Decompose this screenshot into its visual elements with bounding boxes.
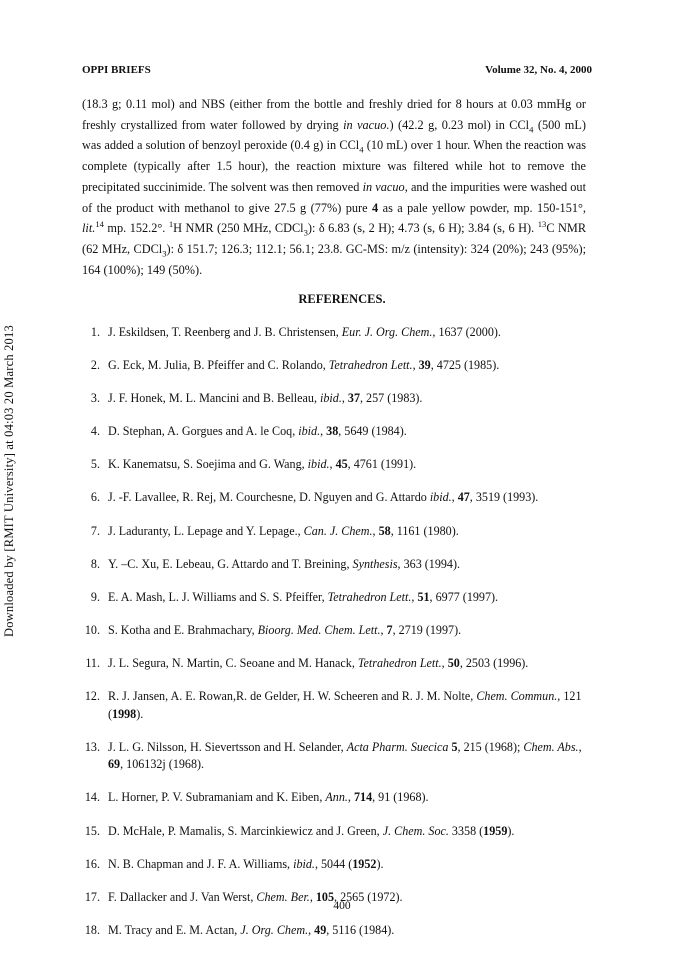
reference-number: 3. xyxy=(90,391,100,406)
reference-number: 7. xyxy=(90,523,100,538)
volume-info: Volume 32, No. 4, 2000 xyxy=(485,64,592,76)
references-heading: REFERENCES. xyxy=(298,292,386,306)
reference-number: 14. xyxy=(84,790,100,805)
reference-item xyxy=(82,556,592,574)
reference-text: D. McHale, P. Mamalis, S. Marcinkiewicz and J. Green, J. Chem. Soc. 3358 (1959). xyxy=(108,823,515,838)
reference-text: J. Laduranty, L. Lepage and Y. Lepage., Can. J. Chem., 58, 1161 (1980). xyxy=(108,523,459,538)
reference-number: 16. xyxy=(84,856,100,871)
reference-text: N. B. Chapman and J. F. A. Williams, ibid., 5044 (1952). xyxy=(108,856,384,871)
reference-item xyxy=(82,739,592,774)
page-number: 400 xyxy=(333,900,351,912)
reference-number: 5. xyxy=(90,457,100,472)
reference-text: L. Horner, P. V. Subramaniam and K. Eiben, Ann., 714, 91 (1968). xyxy=(108,790,429,805)
reference-number: 8. xyxy=(90,556,100,571)
reference-text: E. A. Mash, L. J. Williams and S. S. Pfeiffer, Tetrahedron Lett., 51, 6977 (1997). xyxy=(108,589,499,604)
reference-item xyxy=(82,523,592,541)
reference-number: 1. xyxy=(90,325,100,339)
reference-item xyxy=(82,789,592,807)
reference-text: J. L. G. Nilsson, H. Sievertsson and H. Selander, Acta Pharm. Suecica 5, 215 (1968); Chem. Abs., 69, 106132j (1968). xyxy=(108,739,582,772)
reference-number: 18. xyxy=(84,922,100,937)
reference-item xyxy=(82,922,592,940)
reference-text: D. Stephan, A. Gorgues and A. le Coq, ibid., 38, 5649 (1984). xyxy=(108,424,407,439)
reference-number: 12. xyxy=(84,689,100,704)
reference-number: 11. xyxy=(85,655,100,670)
reference-item xyxy=(82,489,592,507)
download-note: Downloaded by [RMIT University] at 04:03 20 March 2013 xyxy=(2,325,16,637)
reference-item xyxy=(82,622,592,640)
reference-text: S. Kotha and E. Brahmachary, Bioorg. Med. Chem. Lett., 7, 2719 (1997). xyxy=(108,622,462,637)
experimental-paragraph: (18.3 g; 0.11 mol) and NBS (either from the bottle and freshly dried for 8 hours at 0.03 mmHg or freshly crystallized from water followed by drying in vacuo.) (42.2 g, 0.23 mol) in CCl$_4$ (500 mL) was added a solution of benzoyl peroxide (0.4 g) in CCl$_4$ (10 mL) over 1 hour. When the reaction was complete (typically after 1.5 hour), the reaction mixture was filtered while hot to remove the precipitated succinimide. The solvent was then removed in vacuo, and the impurities were washed out of the product with methanol to give 27.5 g (77%) pure 4 as a pale yellow powder, mp. 150-151°, lit.$^{14}$ mp. 152.2°. $^1$H NMR (250 MHz, CDCl$_3$): δ 6.83 (s, 2 H); 4.73 (s, 6 H); 3.84 (s, 6 H). $^{13}$C NMR (62 MHz, CDCl$_3$): δ 151.7; 126.3; 112.1; 56.1; 23.8. GC-MS: m/z (intensity): 324 (20%); 243 (95%); 164 (100%); 149 (50%). xyxy=(82,97,587,277)
reference-text: Y. –C. Xu, E. Lebeau, G. Attardo and T. Breining, Synthesis, 363 (1994). xyxy=(108,556,461,571)
reference-text: G. Eck, M. Julia, B. Pfeiffer and C. Rolando, Tetrahedron Lett., 39, 4725 (1985). xyxy=(108,358,500,373)
reference-text: J. Eskildsen, T. Reenberg and J. B. Christensen, Eur. J. Org. Chem., 1637 (2000). xyxy=(108,325,501,339)
reference-item xyxy=(82,423,592,441)
reference-number: 6. xyxy=(90,490,100,505)
journal-name: OPPI BRIEFS xyxy=(82,64,151,76)
reference-number: 4. xyxy=(90,424,100,439)
reference-number: 17. xyxy=(84,889,100,904)
reference-text: R. J. Jansen, A. E. Rowan,R. de Gelder, H. W. Scheeren and R. J. M. Nolte, Chem. Commun., 121 (1998). xyxy=(108,689,582,721)
reference-item xyxy=(82,856,592,874)
reference-number: 10. xyxy=(84,622,100,637)
reference-item xyxy=(82,589,592,607)
reference-item xyxy=(82,655,592,673)
download-watermark xyxy=(2,320,18,650)
reference-item xyxy=(82,688,592,723)
reference-text: J. -F. Lavallee, R. Rej, M. Courchesne, D. Nguyen and G. Attardo ibid., 47, 3519 (1993). xyxy=(108,490,539,505)
reference-text: M. Tracy and E. M. Actan, J. Org. Chem., 49, 5116 (1984). xyxy=(108,922,395,937)
reference-number: 13. xyxy=(84,739,100,754)
reference-text: J. L. Segura, N. Martin, C. Seoane and M. Hanack, Tetrahedron Lett., 50, 2503 (1996). xyxy=(108,655,529,670)
reference-item xyxy=(82,357,592,375)
reference-item xyxy=(82,823,592,841)
running-header xyxy=(82,64,592,76)
reference-item xyxy=(82,456,592,474)
reference-number: 2. xyxy=(90,358,100,373)
reference-list xyxy=(82,324,592,955)
reference-text: K. Kanematsu, S. Soejima and G. Wang, ibid., 45, 4761 (1991). xyxy=(108,457,417,472)
reference-number: 15. xyxy=(84,823,100,838)
reference-number: 9. xyxy=(90,589,100,604)
reference-item xyxy=(82,390,592,408)
reference-text: F. Dallacker and J. Van Werst, Chem. Ber., 105, 2565 (1972). xyxy=(108,889,403,904)
reference-text: J. F. Honek, M. L. Mancini and B. Belleau, ibid., 37, 257 (1983). xyxy=(108,391,423,406)
reference-item xyxy=(82,324,592,342)
